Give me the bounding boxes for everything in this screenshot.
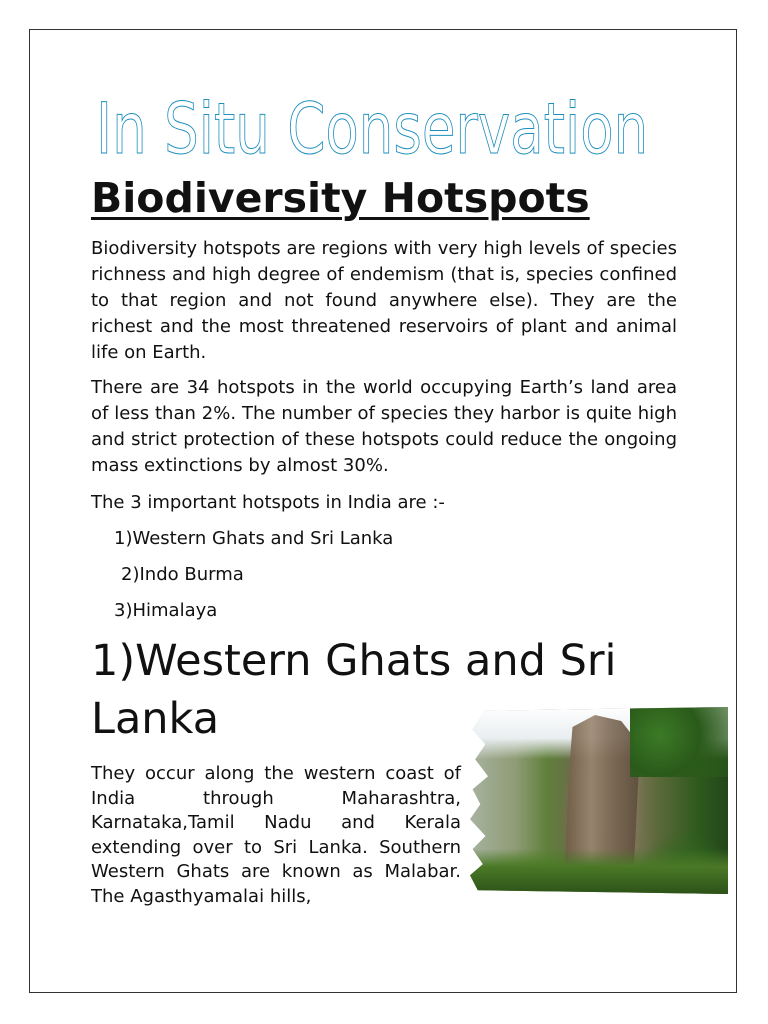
photo-cliff <box>565 715 640 865</box>
western-ghats-photo <box>470 707 728 894</box>
list-item: 3)Himalaya <box>114 600 218 621</box>
photo-trees-bottom <box>470 849 728 894</box>
hotspot-count-paragraph: There are 34 hotspots in the world occupying Earth’s land area of less than 2%. The number of species they harbor is quite high and strict protection of these hotspots could reduce the ongoing mass extinctions by almost 30%. <box>91 377 677 476</box>
india-hotspots-intro: The 3 important hotspots in India are :- <box>91 492 445 513</box>
intro-paragraph: Biodiversity hotspots are regions with very high levels of species richness and high degree of endemism (that is, species confined to that region and not found anywhere else). They are the richest and the most threatened reservoirs of plant and animal life on Earth. <box>91 238 677 363</box>
header-title: In Situ Conservation <box>96 88 649 170</box>
photo-trees-top <box>630 707 728 777</box>
list-item: 2)Indo Burma <box>121 564 244 585</box>
subsection-body: They occur along the western coast of India through Maharashtra, Karnataka,Tamil Nadu and Kerala extending over to Sri Lanka. Southern Western Ghats are known as Malabar. The Agasthyamalai hills, <box>91 763 461 907</box>
list-item: 1)Western Ghats and Sri Lanka <box>114 528 394 549</box>
section-title: Biodiversity Hotspots <box>91 174 590 222</box>
subsection-title: 1)Western Ghats and Sri Lanka <box>91 636 617 744</box>
